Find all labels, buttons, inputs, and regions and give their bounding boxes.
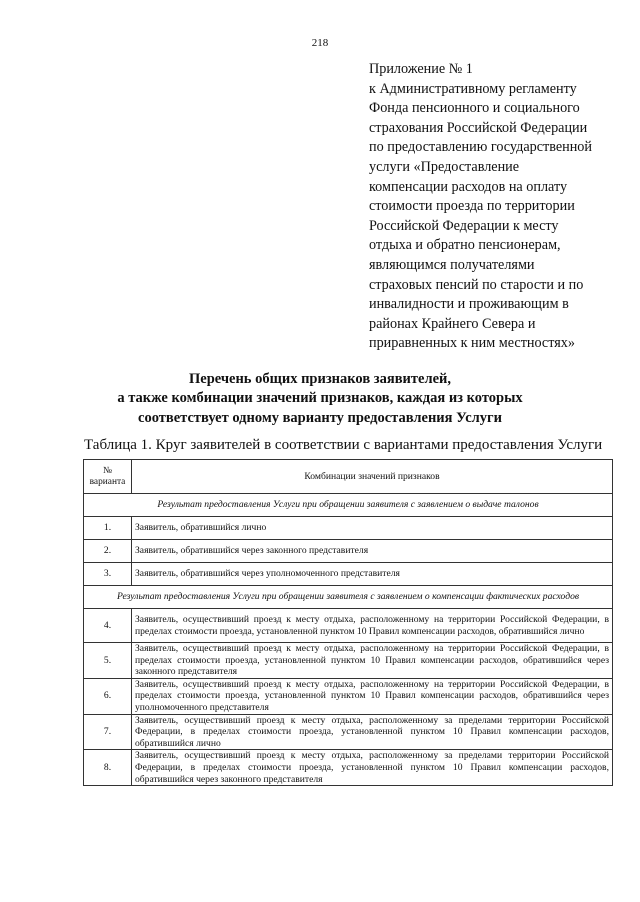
section-title: Результат предоставления Услуги при обращении заявителя с заявлением о компенсации фактических расходов <box>84 586 613 609</box>
appendix-line: Фонда пенсионного и социального <box>369 100 580 117</box>
title-line: соответствует одному варианту предоставления Услуги <box>138 409 502 426</box>
variant-number: 6. <box>84 678 132 714</box>
table-caption: Таблица 1. Круг заявителей в соответствии с вариантами предоставления Услуги <box>84 437 603 453</box>
appendix-line: по предоставлению государственной <box>369 139 592 156</box>
document-title <box>0 370 640 428</box>
variant-description: Заявитель, осуществивший проезд к месту отдыха, расположенному за пределами территории Российской Федерации, в пределах стоимости проезда, установленной пунктом 10 Правил компенсации расходов, обратившийся лично <box>132 714 613 750</box>
appendix-line: услуги «Предоставление <box>369 158 520 175</box>
variant-description: Заявитель, обратившийся лично <box>132 517 613 540</box>
appendix-line: приравненных к ним местностях» <box>369 335 575 352</box>
appendix-block <box>369 60 619 354</box>
variant-number: 4. <box>84 609 132 643</box>
header-combinations: Комбинации значений признаков <box>132 460 613 494</box>
appendix-line: страхования Российской Федерации <box>369 119 588 136</box>
table-header-row <box>84 460 613 494</box>
table-row <box>84 643 613 679</box>
appendix-line: районах Крайнего Севера и <box>369 315 536 332</box>
appendix-line: страховых пенсий по старости и по <box>369 276 584 293</box>
table-row <box>84 540 613 563</box>
applicants-table <box>83 459 613 786</box>
variant-number: 5. <box>84 643 132 679</box>
table-row <box>84 750 613 786</box>
variant-description: Заявитель, осуществивший проезд к месту отдыха, расположенному на территории Российской Федерации, в пределах стоимости проезда, установленной пунктом 10 Правил компенсации расходов, обратившийся лично <box>132 609 613 643</box>
table-row <box>84 678 613 714</box>
title-line: а также комбинации значений признаков, каждая из которых <box>117 390 523 407</box>
appendix-line: компенсации расходов на оплату <box>369 178 568 195</box>
appendix-line: являющимся получателями <box>369 256 535 273</box>
variant-description: Заявитель, обратившийся через уполномоченного представителя <box>132 563 613 586</box>
appendix-line: Российской Федерации к месту <box>369 217 559 234</box>
variant-number: 2. <box>84 540 132 563</box>
variant-description: Заявитель, осуществивший проезд к месту отдыха, расположенному на территории Российской Федерации, в пределах стоимости проезда, установленной пунктом 10 Правил компенсации расходов, обратившийся через законного представителя <box>132 643 613 679</box>
section-row <box>84 586 613 609</box>
variant-description: Заявитель, обратившийся через законного представителя <box>132 540 613 563</box>
header-num-word: варианта <box>89 476 126 487</box>
table-row <box>84 609 613 643</box>
variant-number: 8. <box>84 750 132 786</box>
variant-number: 3. <box>84 563 132 586</box>
title-line: Перечень общих признаков заявителей, <box>188 371 451 387</box>
table-row <box>84 517 613 540</box>
variant-description: Заявитель, осуществивший проезд к месту отдыха, расположенному за пределами территории Российской Федерации, в пределах стоимости проезда, установленной пунктом 10 Правил компенсации расходов, обратившийся через законного представителя <box>132 750 613 786</box>
appendix-line: стоимости проезда по территории <box>369 198 575 215</box>
appendix-line: Приложение № 1 <box>369 61 473 77</box>
appendix-line: отдыха и обратно пенсионерам, <box>369 237 561 254</box>
header-num-sign: № <box>103 465 112 476</box>
section-title: Результат предоставления Услуги при обращении заявителя с заявлением о выдаче талонов <box>84 494 613 517</box>
variant-description: Заявитель, осуществивший проезд к месту отдыха, расположенному на территории Российской Федерации, в пределах стоимости проезда, установленной пунктом 10 Правил компенсации расходов, обратившийся через уполномоченного представителя <box>132 678 613 714</box>
section-row <box>84 494 613 517</box>
variant-number: 7. <box>84 714 132 750</box>
appendix-line: инвалидности и проживающим в <box>369 296 569 313</box>
page-number: 218 <box>311 37 329 49</box>
header-variant-number <box>84 460 132 494</box>
appendix-line: к Административному регламенту <box>369 80 577 97</box>
variant-number: 1. <box>84 517 132 540</box>
table-row <box>84 714 613 750</box>
table-row <box>84 563 613 586</box>
